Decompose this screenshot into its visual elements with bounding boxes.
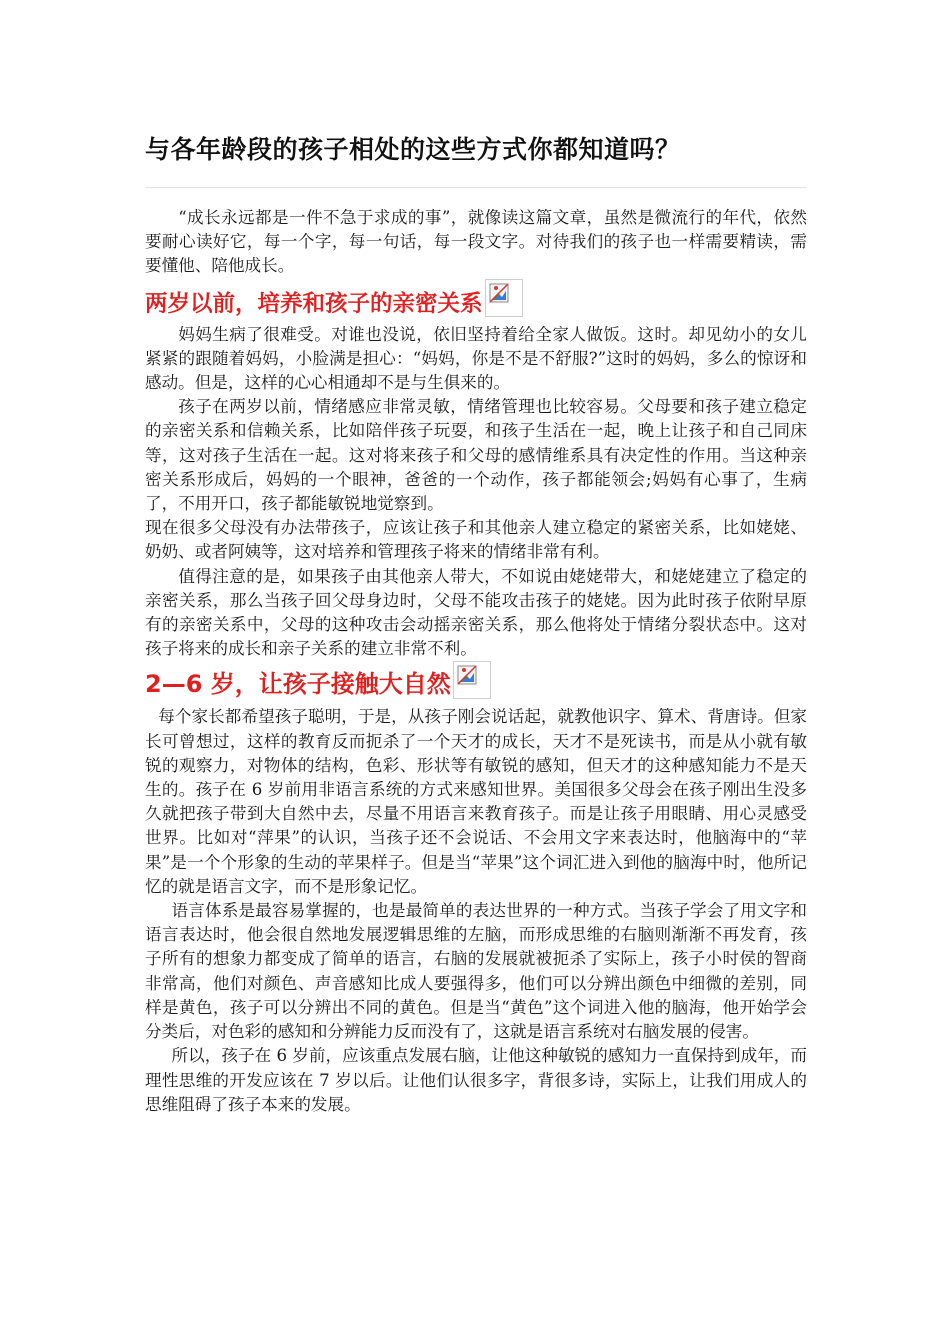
section2-heading xyxy=(145,665,807,703)
section1-paragraph-4: 值得注意的是，如果孩子由其他亲人带大，不如说由姥姥带大，和姥姥建立了稳定的亲密关系，那么当孩子回父母身边时，父母不能攻击孩子的姥姥。因为此时孩子依附早原有的亲密关系中，父母的这种攻击会动摇亲密关系，那么他将处于情绪分裂状态中。这对孩子将来的成长和亲子关系的建立非常不利。 xyxy=(145,566,807,659)
section1-paragraph-3: 现在很多父母没有办法带孩子，应该让孩子和其他亲人建立稳定的紧密关系，比如姥姥、奶奶、或者阿姨等，这对培养和管理孩子将来的情绪非常有利。 xyxy=(145,518,807,562)
title-divider xyxy=(145,187,807,188)
section1-heading xyxy=(145,283,807,321)
section2-paragraph-1: 每个家长都希望孩子聪明，于是，从孩子刚会说话起，就教他识字、算术、背唐诗。但家长可曾想过，这样的教育反而扼杀了一个天才的成长，天才不是死读书，而是从小就有敏锐的观察力，对物体的结构，色彩、形状等有敏锐的感知，但天才的这种感知能力不是天生的。孩子在 6 岁前用非语言系统的方式来感知世界。美国很多父母会在孩子刚出生没多久就把孩子带到大自然中去，尽量不用语言来教育孩子。而是让孩子用眼睛、用心灵感受世界。比如对“萍果”的认识，当孩子还不会说话、不会用文字来表达时，他脑海中的“苹果”是一个个形象的生动的苹果样子。但是当“苹果”这个词汇进入到他的脑海中时，他所记忆的就是语言文字，而不是形象记忆。 xyxy=(145,707,807,896)
broken-image-icon xyxy=(485,279,523,317)
article-title: 与各年龄段的孩子相处的这些方式你都知道吗？ xyxy=(145,135,681,164)
section1-heading-text: 两岁以前，培养和孩子的亲密关系 xyxy=(145,290,483,317)
section1-paragraph-1: 妈妈生病了很难受。对谁也没说，依旧坚持着给全家人做饭。这时。却见幼小的女儿紧紧的跟随着妈妈，小脸满是担心：“妈妈，你是不是不舒服?”这时的妈妈，多么的惊讶和感动。但是，这样的心心相通却不是与生俱来的。 xyxy=(145,324,807,393)
section2-paragraph-3: 所以，孩子在 6 岁前，应该重点发展右脑，让他这种敏锐的感知力一直保持到成年，而理性思维的开发应该在 7 岁以后。让他们认很多字，背很多诗，实际上，让我们用成人的思维阻碍了孩子本来的发展。 xyxy=(145,1046,807,1114)
intro-paragraph: “成长永远都是一件不急于求成的事”，就像读这篇文章，虽然是微流行的年代，依然要耐心读好它，每一个字，每一句话，每一段文字。对待我们的孩子也一样需要精读，需要懂他、陪他成长。 xyxy=(145,208,807,276)
section2-heading-text: 2—6 岁，让孩子接触大自然 xyxy=(145,670,451,699)
section1-paragraph-2: 孩子在两岁以前，情绪感应非常灵敏，情绪管理也比较容易。父母要和孩子建立稳定的亲密关系和信赖关系，比如陪伴孩子玩耍，和孩子生活在一起，晚上让孩子和自己同床等，这对孩子生活在一起。这对将来孩子和父母的感情维系具有决定性的作用。当这种亲密关系形成后，妈妈的一个眼神，爸爸的一个动作，孩子都能领会;妈妈有心事了，生病了，不用开口，孩子都能敏锐地觉察到。 xyxy=(145,397,807,514)
broken-image-icon xyxy=(453,661,491,699)
document-page xyxy=(145,125,807,1117)
section2-paragraph-2: 语言体系是最容易掌握的，也是最简单的表达世界的一种方式。当孩子学会了用文字和语言表达时，他会很自然地发展逻辑思维的左脑，而形成思维的右脑则渐渐不再发育，孩子所有的想象力都变成了简单的语言，右脑的发展就被扼杀了实际上，孩子小时侯的智商非常高，他们对颜色、声音感知比成人要强得多，他们可以分辨出颜色中细微的差别，同样是黄色，孩子可以分辨出不同的黄色。但是当“黄色”这个词进入他的脑海，他开始学会分类后，对色彩的感知和分辨能力反而没有了，这就是语言系统对右脑发展的侵害。 xyxy=(145,901,807,1042)
